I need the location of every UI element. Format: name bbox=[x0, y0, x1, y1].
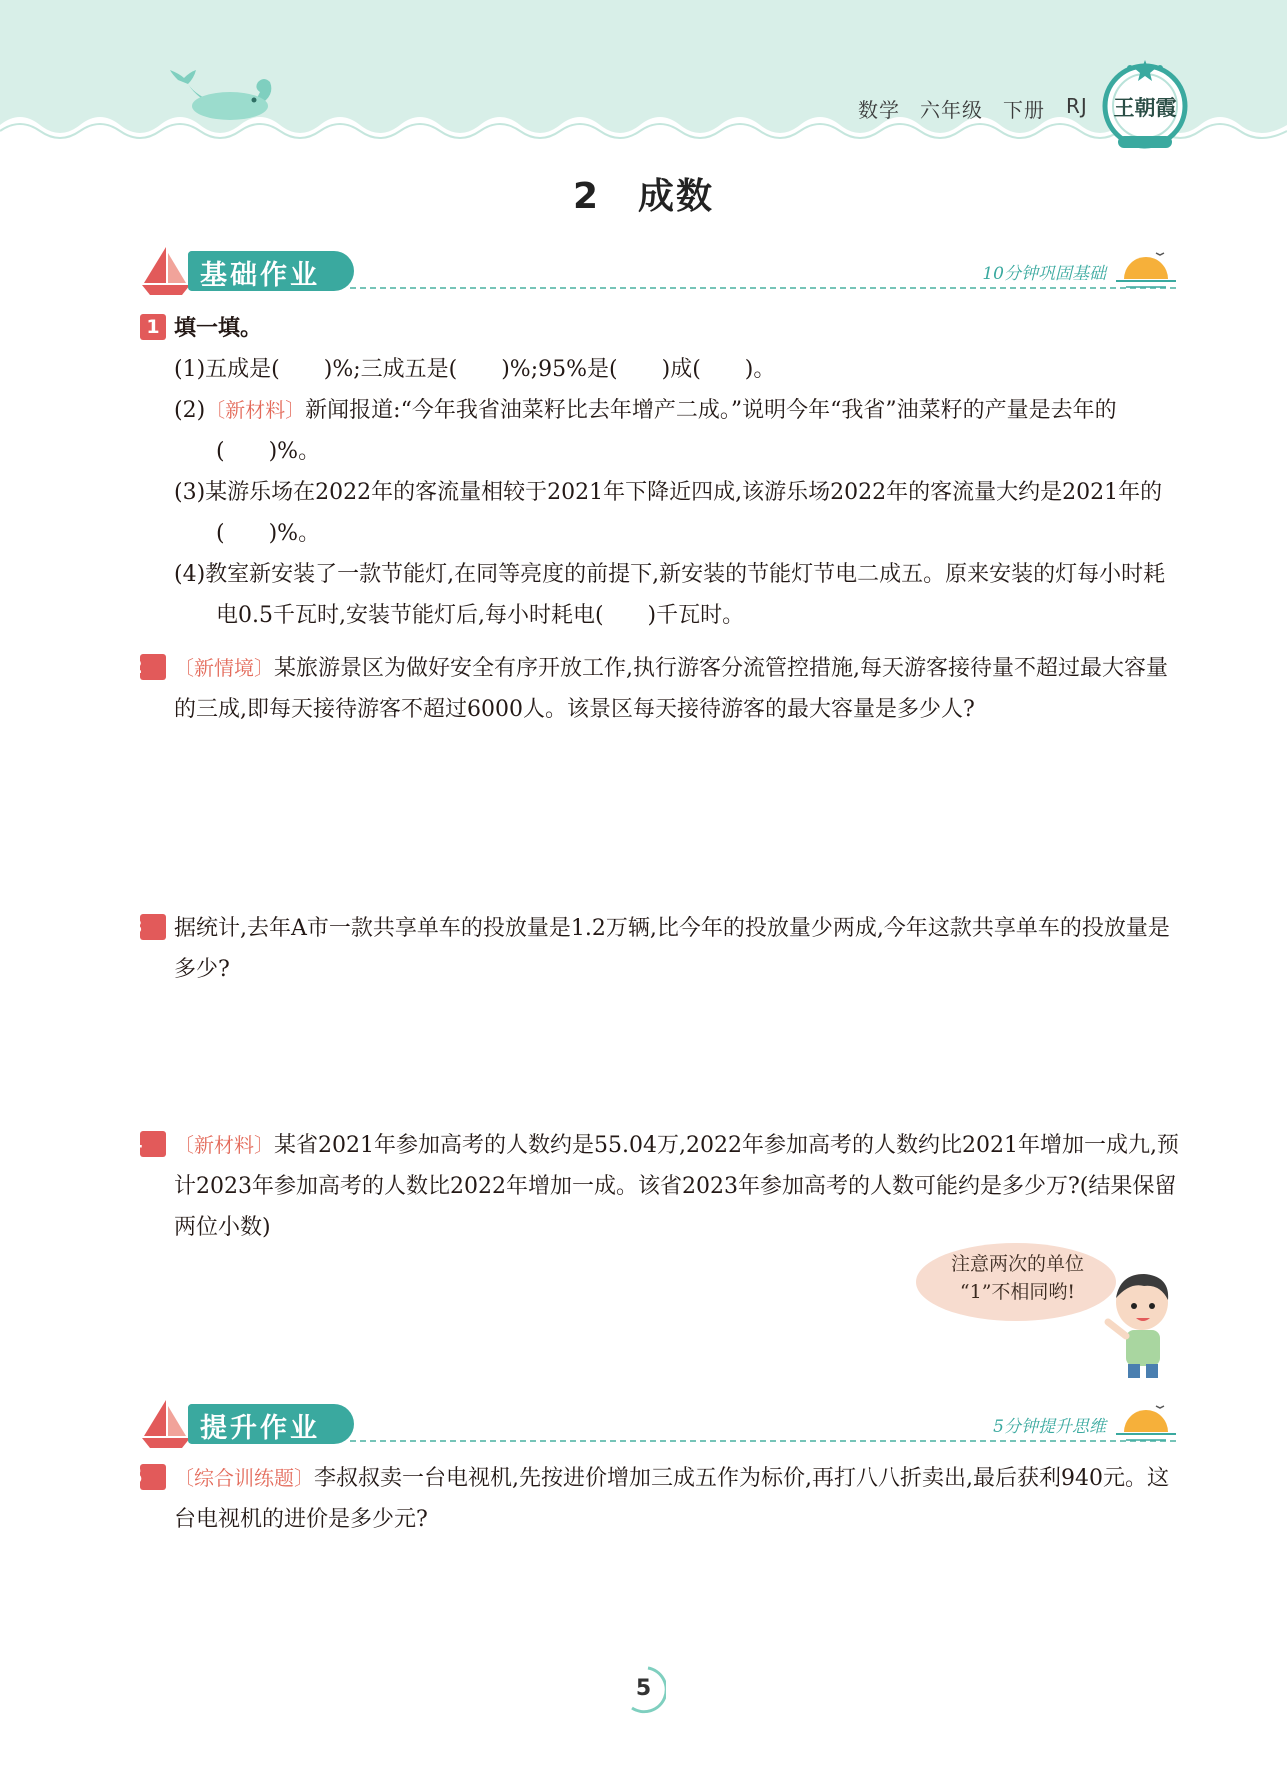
question-number: 2 bbox=[140, 654, 166, 680]
tag-new-material: 〔新材料〕 bbox=[174, 1133, 274, 1157]
edition-label: RJ bbox=[1066, 94, 1088, 118]
question-number: 5 bbox=[140, 1464, 166, 1490]
grade-label: 六年级 bbox=[920, 98, 983, 122]
item-text: 新闻报道:“今年我省油菜籽比去年增产二成。”说明今年“我省”油菜籽的产量是去年的( )%。 bbox=[216, 398, 1117, 464]
tag-new-scenario: 〔新情境〕 bbox=[174, 656, 274, 680]
subject-label: 数学 bbox=[858, 98, 900, 122]
fill-item-1: (1)五成是( )%;三成五是( )%;95%是( )成( )。 bbox=[174, 357, 776, 382]
question-1 bbox=[140, 308, 1180, 636]
tag-new-material: 〔新材料〕 bbox=[205, 398, 306, 422]
question-text: 据统计,去年A市一款共享单车的投放量是1.2万辆,比今年的投放量少两成,今年这款共享单车的投放量是多少? bbox=[174, 916, 1170, 982]
section-basic-label: 基础作业 bbox=[200, 260, 320, 291]
tip-text bbox=[930, 1250, 1105, 1306]
question-3 bbox=[129, 908, 1180, 990]
volume-label: 下册 bbox=[1003, 98, 1045, 122]
page-title: 2 成数 bbox=[572, 176, 715, 217]
section-basic-divider bbox=[350, 287, 1176, 289]
section-advanced-header bbox=[140, 1398, 1176, 1458]
fill-item-3: (3)某游乐场在2022年的客流量相较于2021年下降近四成,该游乐场2022年的客流量大约是2021年的( )%。 bbox=[174, 480, 1163, 546]
question-text: 某旅游景区为做好安全有序开放工作,执行游客分流管控措施,每天游客接待量不超过最大容量的三成,即每天接待游客不超过6000人。该景区每天接待游客的最大容量是多少人? bbox=[174, 656, 1168, 722]
question-2 bbox=[129, 648, 1180, 730]
cartoon-boy-icon bbox=[1100, 1270, 1180, 1380]
question-heading: 填一填。 bbox=[174, 316, 263, 341]
sun-icon bbox=[1116, 1402, 1176, 1444]
tag-comprehensive: 〔综合训练题〕 bbox=[174, 1466, 314, 1490]
question-4 bbox=[129, 1125, 1180, 1248]
sun-icon bbox=[1116, 249, 1176, 291]
question-text: 某省2021年参加高考的人数约是55.04万,2022年参加高考的人数约比2021年增加一成九,预计2023年参加高考的人数比2022年增加一成。该省2023年参加高考的人数可能约是多少万?(结果保留两位小数) bbox=[174, 1133, 1179, 1240]
section-advanced-divider bbox=[350, 1440, 1176, 1442]
section-advanced-label: 提升作业 bbox=[200, 1413, 320, 1444]
page-number: 5 bbox=[635, 1676, 652, 1701]
section-basic-header bbox=[140, 245, 1176, 305]
section-advanced-hint: 5分钟提升思维 bbox=[993, 1417, 1106, 1437]
section-basic-hint: 10分钟巩固基础 bbox=[982, 264, 1106, 284]
question-number: 1 bbox=[140, 314, 166, 340]
question-5 bbox=[129, 1458, 1180, 1540]
tip-line-2: “1”不相同哟! bbox=[959, 1281, 1076, 1303]
sailboat-icon bbox=[140, 245, 192, 297]
question-number: 4 bbox=[140, 1131, 166, 1157]
sailboat-icon bbox=[140, 1398, 192, 1450]
tip-line-1: 注意两次的单位 bbox=[950, 1253, 1084, 1275]
question-number: 3 bbox=[140, 914, 166, 940]
item-index: (2) bbox=[174, 398, 206, 423]
fill-item-2 bbox=[140, 390, 1180, 472]
whale-icon bbox=[170, 70, 280, 130]
question-text: 李叔叔卖一台电视机,先按进价增加三成五作为标价,再打八八折卖出,最后获利940元。这台电视机的进价是多少元? bbox=[174, 1466, 1169, 1532]
fill-item-4: (4)教室新安装了一款节能灯,在同等亮度的前提下,新安装的节能灯节电二成五。原来安装的灯每小时耗电0.5千瓦时,安装节能灯后,每小时耗电( )千瓦时。 bbox=[174, 562, 1166, 628]
logo-text: 王朝霞 bbox=[1113, 95, 1177, 120]
